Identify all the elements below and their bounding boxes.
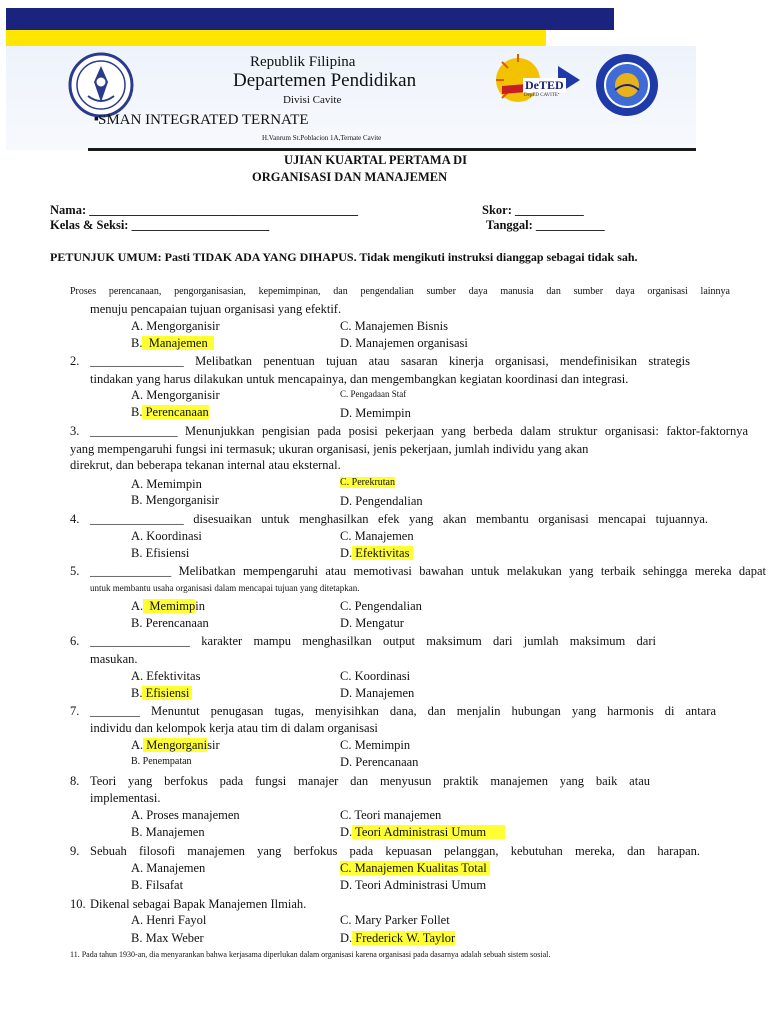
- q2-option-b[interactable]: [131, 404, 209, 421]
- q3-option-a[interactable]: A. Memimpin: [131, 477, 202, 491]
- q3-option-c-highlight: C. Perekrutan: [340, 477, 395, 488]
- q5-option-c[interactable]: C. Pengendalian: [340, 599, 422, 613]
- q2-line2: tindakan yang harus dilakukan untuk mencapainya, dan mengembangkan kegiatan koordinasi dan integrasi.: [90, 372, 629, 386]
- q8-option-d-letter: D.: [340, 825, 353, 839]
- q7-option-c[interactable]: C. Memimpin: [340, 738, 411, 752]
- q6-option-d[interactable]: D. Manajemen: [340, 686, 415, 700]
- q10-number: 10.: [70, 897, 86, 911]
- q4-line1: _______________ disesuaikan untuk menghasilkan efek yang akan membantu organisasi mencapai tujuannya.: [90, 512, 708, 526]
- q6-option-c[interactable]: C. Koordinasi: [340, 669, 411, 683]
- q10-line1: Dikenal sebagai Bapak Manajemen Ilmiah.: [90, 897, 307, 911]
- q7-option-a[interactable]: [131, 737, 220, 754]
- q4-option-d-letter: D.: [340, 546, 353, 560]
- q7-line2: individu dan kelompok kerja atau tim di dalam organisasi: [90, 721, 378, 735]
- q5-line1: _____________ Melibatkan mempengaruhi atau memotivasi bawahan untuk melakukan yang terbaik sehingga mereka dapat: [90, 564, 766, 578]
- q7-option-a-highlight: Mengorgani: [143, 738, 208, 752]
- q5-number: 5.: [70, 564, 80, 578]
- deted-logo-text: DeTED: [525, 78, 564, 92]
- q1-option-d[interactable]: D. Manajemen organisasi: [340, 336, 468, 350]
- q6-option-a[interactable]: A. Efektivitas: [131, 669, 201, 683]
- q9-option-a[interactable]: A. Manajemen: [131, 861, 206, 875]
- q1-option-c[interactable]: C. Manajemen Bisnis: [340, 319, 448, 333]
- q10-option-d-letter: D.: [340, 931, 353, 945]
- q8-number: 8.: [70, 774, 80, 788]
- q1-option-a[interactable]: A. Mengorganisir: [131, 319, 220, 333]
- q10-option-c[interactable]: C. Mary Parker Follet: [340, 913, 450, 927]
- q8-option-d-highlight: Teori Administrasi Umum: [352, 825, 505, 839]
- q6-option-b-letter: B.: [131, 686, 143, 700]
- q4-option-d-highlight: Efektivitas: [352, 546, 413, 560]
- q7-option-a-rest: sir: [207, 738, 220, 752]
- q3-option-c[interactable]: [340, 477, 395, 488]
- q10-option-d-highlight: Frederick W. Taylor: [352, 931, 456, 945]
- q10-option-a[interactable]: A. Henri Fayol: [131, 913, 207, 927]
- school-address: H.Vanrum St.Poblacion 1A,Ternate Cavite: [262, 134, 382, 142]
- q2-option-c[interactable]: C. Pengadaan Staf: [340, 389, 407, 399]
- division-heading: Divisi Cavite: [283, 94, 342, 106]
- republic-heading: Republik Filipina: [250, 54, 356, 70]
- exam-title-line2: ORGANISASI DAN MANAJEMEN: [252, 170, 448, 184]
- q7-option-a-letter: A.: [131, 738, 144, 752]
- skor-field[interactable]: Skor: ___________: [482, 203, 584, 217]
- q10-option-b[interactable]: B. Max Weber: [131, 931, 204, 945]
- q6-option-b-highlight: Efisiensi: [142, 686, 193, 700]
- q8-option-c[interactable]: C. Teori manajemen: [340, 808, 442, 822]
- tanggal-field[interactable]: Tanggal: ___________: [486, 218, 605, 232]
- q9-line1: Sebuah filosofi manajemen yang berfokus pada kepuasan pelanggan, kebutuhan mereka, dan harapan.: [90, 844, 700, 858]
- q7-option-b[interactable]: B. Penempatan: [131, 756, 192, 767]
- q9-option-b[interactable]: B. Filsafat: [131, 878, 184, 892]
- q6-line1: ________________ karakter mampu menghasilkan output maksimum dari jumlah maksimum dari: [90, 634, 656, 648]
- deted-logo-sub: DepED CAVITE: [524, 93, 558, 98]
- q3-option-b[interactable]: B. Mengorganisir: [131, 493, 219, 507]
- q9-option-d[interactable]: D. Teori Administrasi Umum: [340, 878, 487, 892]
- school-name: SMAN INTEGRATED TERNATE: [98, 112, 309, 128]
- header-navy-bar: [6, 8, 614, 30]
- q7-option-d[interactable]: D. Perencanaan: [340, 755, 419, 769]
- q3-line2: yang mempengaruhi fungsi ini termasuk; ukuran organisasi, jenis pekerjaan, jumlah individu yang akan: [70, 442, 589, 456]
- q9-option-c[interactable]: [340, 860, 490, 877]
- q5-option-a-letter: A.: [131, 599, 144, 613]
- q2-option-d[interactable]: D. Memimpin: [340, 406, 411, 420]
- q3-option-d[interactable]: D. Pengendalian: [340, 494, 423, 508]
- q7-line1: ________ Menuntut penugasan tugas, menyisihkan dana, dan menjalin hubungan yang harmonis di antara: [90, 704, 716, 718]
- exam-title-line1: UJIAN KUARTAL PERTAMA DI: [284, 153, 468, 167]
- header-yellow-bar: [6, 30, 546, 46]
- q2-option-b-highlight: Perencanaan: [142, 405, 209, 419]
- q3-line3: direkrut, dan beberapa tekanan internal atau eksternal.: [70, 458, 341, 472]
- division-seal-icon: [594, 52, 660, 123]
- q1-option-b-highlight: Manajemen: [142, 336, 214, 350]
- header-bar-gap: [546, 30, 614, 46]
- q5-option-a-rest: in: [195, 599, 205, 613]
- q5-option-a[interactable]: [131, 598, 205, 615]
- q1-option-b-letter: B.: [131, 336, 143, 350]
- q2-line1: _______________ Melibatkan penentuan tujuan atau sasaran kinerja organisasi, mendefinisikan strategis: [90, 354, 690, 368]
- bullet-mark: ▪: [94, 112, 99, 127]
- q5-option-d[interactable]: D. Mengatur: [340, 616, 404, 630]
- q2-option-b-letter: B.: [131, 405, 143, 419]
- q8-option-a[interactable]: A. Proses manajemen: [131, 808, 240, 822]
- header-divider: [88, 148, 696, 151]
- q1-line1: Proses perencanaan, pengorganisasian, kepemimpinan, dan pengendalian sumber daya manusia dan sumber daya organisasi lainnya: [70, 286, 730, 297]
- nama-field[interactable]: Nama: ___________________________________________: [50, 203, 358, 217]
- q8-option-b[interactable]: B. Manajemen: [131, 825, 205, 839]
- q7-number: 7.: [70, 704, 80, 718]
- q6-line2: masukan.: [90, 652, 138, 666]
- q5-line2: untuk membantu usaha organisasi dalam mencapai tujuan yang ditetapkan.: [90, 583, 360, 593]
- q6-number: 6.: [70, 634, 80, 648]
- q2-option-a[interactable]: A. Mengorganisir: [131, 388, 220, 402]
- q4-option-c[interactable]: C. Manajemen: [340, 529, 414, 543]
- q5-option-a-highlight: Memimp: [143, 599, 196, 613]
- q5-option-b[interactable]: B. Perencanaan: [131, 616, 209, 630]
- q11-line1: 11. Pada tahun 1930-an, dia menyarankan bahwa kerjasama diperlukan dalam organisasi karena organisasi pada dasarnya adalah sebuah sistem sosial.: [70, 950, 551, 959]
- instructions: PETUNJUK UMUM: Pasti TIDAK ADA YANG DIHAPUS. Tidak mengikuti instruksi dianggap sebagai tidak sah.: [50, 250, 638, 264]
- q1-line2: menuju pencapaian tujuan organisasi yang efektif.: [90, 302, 342, 316]
- q6-option-b[interactable]: [131, 685, 192, 702]
- q1-option-b[interactable]: [131, 335, 214, 352]
- department-heading: Departemen Pendidikan: [233, 70, 417, 91]
- q8-option-d[interactable]: [340, 824, 505, 841]
- q8-line1: Teori yang berfokus pada fungsi manajer dan menyusun praktik manajemen yang baik atau: [90, 774, 650, 788]
- kelas-field[interactable]: Kelas & Seksi: ______________________: [50, 218, 270, 232]
- q2-number: 2.: [70, 354, 80, 368]
- q3-number: 3.: [70, 424, 80, 438]
- q9-number: 9.: [70, 844, 80, 858]
- q3-line1: ______________ Menunjukkan pengisian pada posisi pekerjaan yang berbeda dalam struktur organisasi: faktor-faktornya: [90, 424, 748, 438]
- q4-number: 4.: [70, 512, 80, 526]
- q10-option-d[interactable]: [340, 930, 455, 947]
- q9-option-c-highlight: C. Manajemen Kualitas Total: [340, 861, 490, 875]
- q4-option-d[interactable]: [340, 545, 413, 562]
- q4-option-a[interactable]: A. Koordinasi: [131, 529, 202, 543]
- q8-line2: implementasi.: [90, 791, 161, 805]
- q4-option-b[interactable]: B. Efisiensi: [131, 546, 190, 560]
